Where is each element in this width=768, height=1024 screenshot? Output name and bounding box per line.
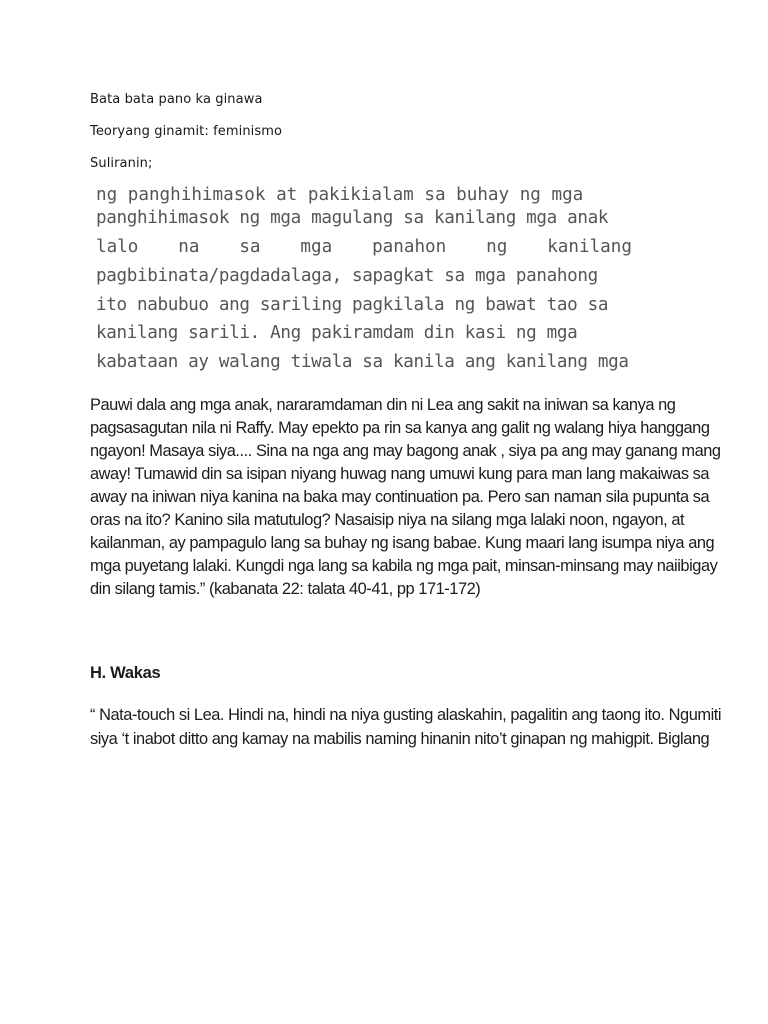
snippet-word: sa [239, 237, 261, 257]
snippet-cut-line: ng panghihimasok at pakikialam sa buhay ng mga [96, 185, 584, 205]
theory-line: Teoryang ginamit: feminismo [90, 124, 283, 139]
quote-line: pagsasagutan nila ni Raffy. May epekto pa rin sa kanya ang galit ng walang hiya hanggang [90, 419, 710, 437]
snippet-line: ito nabubuo ang sariling pagkilala ng bawat tao sa [96, 295, 609, 315]
wakas-heading: H. Wakas [90, 664, 161, 682]
snippet-word: na [178, 237, 200, 257]
snippet-word: lalo [96, 237, 139, 257]
problem-label: Suliranin; [90, 156, 153, 171]
snippet-line: pagbibinata/pagdadalaga, sapagkat sa mga panahong [96, 266, 598, 286]
snippet-word: ng [486, 237, 508, 257]
quote-line: away na iniwan niya kanina na baka may continuation pa. Pero san naman sila pupunta sa [90, 488, 710, 506]
quote-line: away! Tumawid din sa isipan niyang huwag nang umuwi kung para man lang makaiwas sa [90, 465, 710, 483]
quote-line: oras na ito? Kanino sila matutulog? Nasaisip niya na silang mga lalaki noon, ngayon, at [90, 511, 685, 529]
document-title: Bata bata pano ka ginawa [90, 92, 263, 107]
snippet-line: panghihimasok ng mga magulang sa kanilang mga anak [96, 208, 609, 228]
quote-line: Pauwi dala ang mga anak, nararamdaman din ni Lea ang sakit na iniwan sa kanya ng [90, 396, 676, 414]
quote-line: ngayon! Masaya siya.... Sina na nga ang may bagong anak , siya pa ang may ganang mang [90, 442, 721, 460]
snippet-word: kanilang [547, 237, 632, 257]
snippet-word: mga [300, 237, 333, 257]
quote-paragraph-image [90, 396, 721, 606]
quote-line: din silang tamis.” (kabanata 22: talata 40-41, pp 171-172) [90, 580, 481, 598]
snippet-line-justified [96, 237, 632, 257]
ending-line: “ Nata-touch si Lea. Hindi na, hindi na niya gusting alaskahin, pagalitin ang taong ito. Ngumiti [90, 706, 722, 724]
problem-snippet-image [90, 185, 640, 376]
ending-line: siya ‘t inabot ditto ang kamay na mabilis naming hinanin nito’t ginapan ng mahigpit. Biglang [90, 730, 710, 748]
snippet-word: panahon [372, 237, 447, 257]
quote-line: kailanman, ay pampagulo lang sa buhay ng isang babae. Kung maari lang isumpa niya ang [90, 534, 715, 552]
ending-paragraph-image [90, 706, 722, 748]
quote-line: mga puyetang lalaki. Kungdi nga lang sa kabila ng mga pait, minsan-minsang may naiibigay [90, 557, 718, 575]
snippet-line: kabataan ay walang tiwala sa kanila ang kanilang mga [96, 352, 629, 372]
snippet-line: kanilang sarili. Ang pakiramdam din kasi ng mga [96, 323, 578, 343]
